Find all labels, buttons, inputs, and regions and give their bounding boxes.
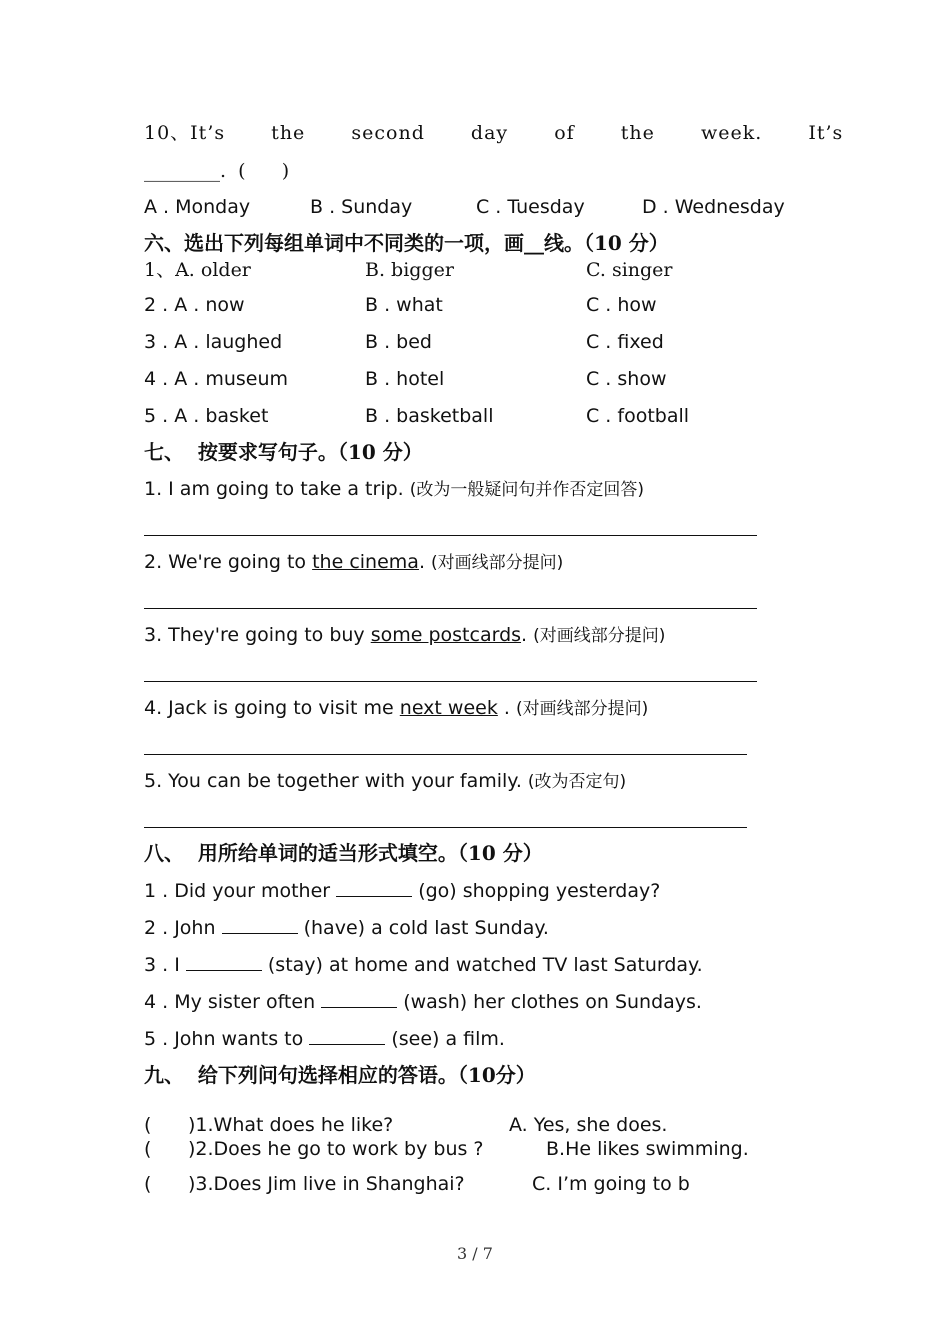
s6-row4-c: C . show [586,368,667,390]
s7-item3: 3. They're going to buy some postcards. (对画线部分提问) [144,624,666,646]
s8-item4: 4 . My sister often (wash) her clothes on Sundays. [144,991,702,1013]
s6-row4-a: 4 . A . museum [144,368,289,390]
s6-row3-c: C . fixed [586,331,664,353]
s8-blank5[interactable] [309,1026,385,1045]
s9-answer-a: A. Yes, she does. [509,1114,668,1136]
s7-answer-line4[interactable] [144,754,747,755]
s6-row1-b: B. bigger [365,259,454,281]
s9-question3: )3.Does Jim live in Shanghai? [188,1173,465,1195]
s7-item4: 4. Jack is going to visit me next week . (对画线部分提问) [144,697,649,719]
s6-row3-b: B . bed [365,331,432,353]
q10-option-b: B . Sunday [310,196,413,218]
s9-answer-b: B.He likes swimming. [546,1138,749,1160]
s8-item2: 2 . John (have) a cold last Sunday. [144,917,549,939]
s6-row1-c: C. singer [586,259,673,281]
s9-answer-c: C. I’m going to b [532,1173,690,1195]
s7-answer-line2[interactable] [144,608,757,609]
s7-answer-line3[interactable] [144,681,757,682]
s6-row3-a: 3 . A . laughed [144,331,283,353]
q10-option-c: C . Tuesday [476,196,585,218]
section7-title: 七、 按要求写句子。（10 分） [144,440,423,464]
q10-line1: 10、It’s the second day of the week. It’s [144,122,844,144]
s9-paren2[interactable]: ( [144,1138,152,1160]
section9-title: 九、 给下列问句选择相应的答语。（10分） [144,1063,536,1087]
s6-row4-b: B . hotel [365,368,445,390]
s7-item2: 2. We're going to the cinema. (对画线部分提问) [144,551,564,573]
q10-option-a: A . Monday [144,196,251,218]
s8-blank1[interactable] [336,878,412,897]
section6-title: 六、选出下列每组单词中不同类的一项，画__线。（10 分） [144,231,669,255]
q10-answer-blank[interactable]: ________. [144,160,227,182]
s8-item5: 5 . John wants to (see) a film. [144,1028,505,1050]
s7-item1: 1. I am going to take a trip. (改为一般疑问句并作否定回答) [144,478,644,500]
s6-row5-b: B . basketball [365,405,494,427]
s6-row5-a: 5 . A . basket [144,405,269,427]
s7-item5: 5. You can be together with your family. (改为否定句) [144,770,627,792]
page-number: 3 / 7 [457,1244,493,1263]
s8-item1: 1 . Did your mother (go) shopping yesterday? [144,880,661,902]
s6-row2-a: 2 . A . now [144,294,245,316]
s9-paren3[interactable]: ( [144,1173,152,1195]
s9-question1: )1.What does he like? [188,1114,394,1136]
q10-paren: ( ) [238,160,290,182]
s7-answer-line1[interactable] [144,535,757,536]
s8-blank3[interactable] [186,952,262,971]
s7-answer-line5[interactable] [144,827,747,828]
q10-option-d: D . Wednesday [642,196,785,218]
s9-question2: )2.Does he go to work by bus ? [188,1138,484,1160]
s6-row5-c: C . football [586,405,690,427]
s8-blank4[interactable] [321,989,397,1008]
s6-row1-a: 1、A. older [144,259,251,281]
section8-title: 八、 用所给单词的适当形式填空。（10 分） [144,841,543,865]
s6-row2-c: C . how [586,294,657,316]
s9-paren1[interactable]: ( [144,1114,152,1136]
q10-line2 [144,159,289,183]
s8-item3: 3 . I (stay) at home and watched TV last Saturday. [144,954,703,976]
s8-blank2[interactable] [222,915,298,934]
s6-row2-b: B . what [365,294,443,316]
